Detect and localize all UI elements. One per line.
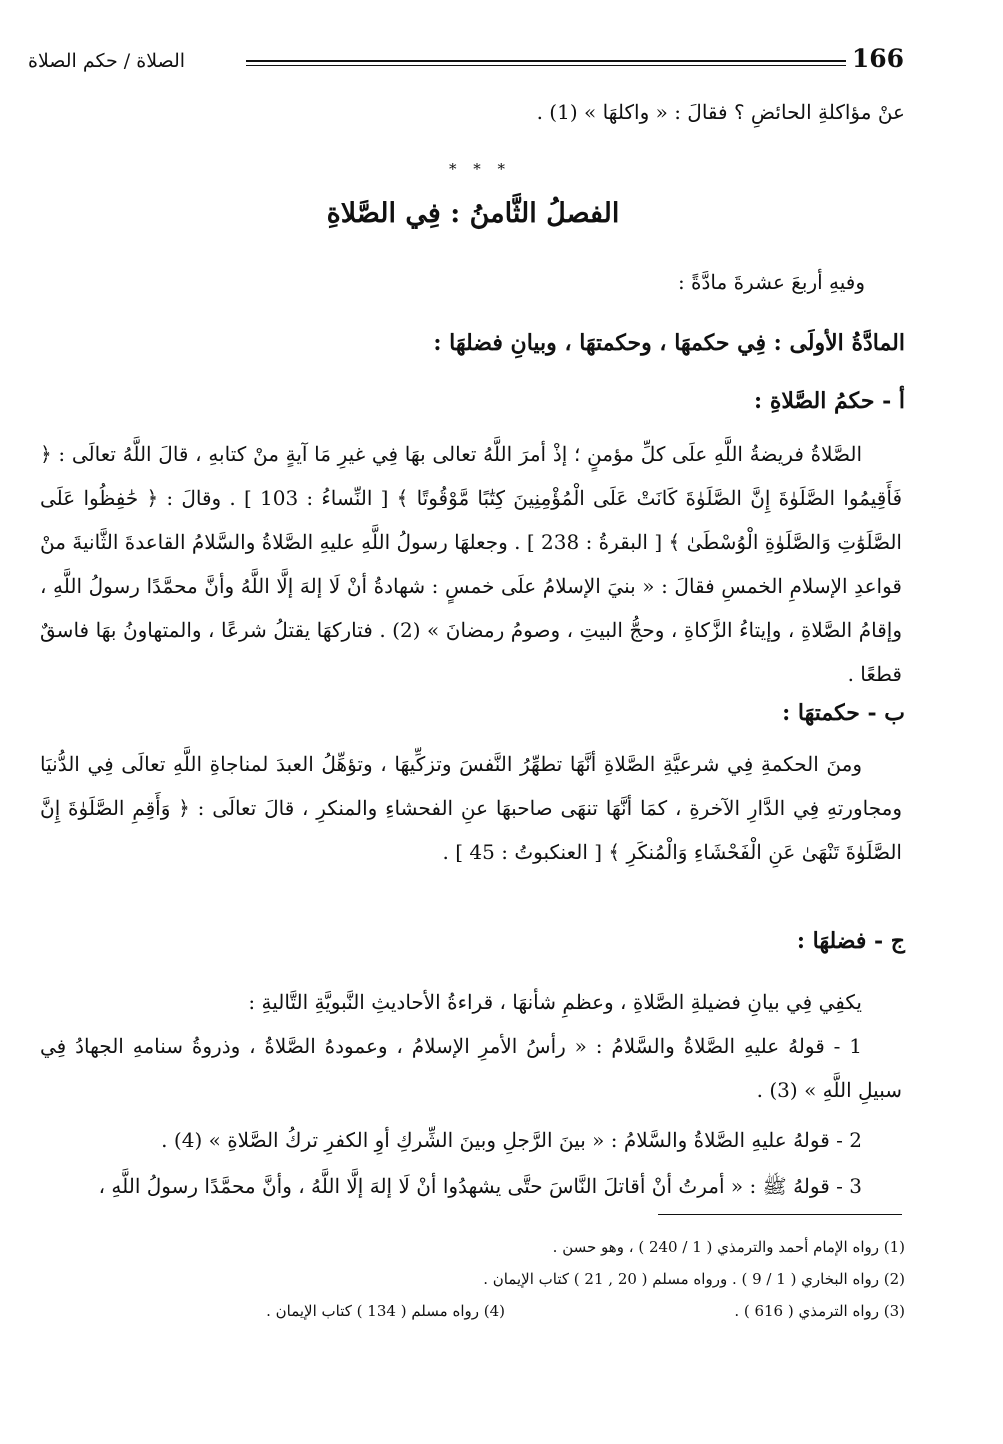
footnote-rule bbox=[658, 1214, 902, 1215]
footnote-1: (1) رواه الإمام أحمد والترمذي ( 1 / 240 ) ، وهو حسن . bbox=[552, 1238, 905, 1256]
footnote-3: (3) رواه الترمذي ( 616 ) . bbox=[734, 1302, 905, 1320]
hadith-item-3: 3 - قولهُ ﷺ : « أمرتُ أنْ أقاتلَ النَّاسَ حتَّى يشهدُوا أنْ لَا إلهَ إلَّا اللَّهُ ، وأنَّ محمَّدًا رسولُ اللَّهِ ، bbox=[98, 1174, 862, 1198]
chapter-title: الفصلُ الثَّامنُ : فِي الصَّلاةِ bbox=[326, 198, 620, 229]
section-b-title: ب - حكمتهَا : bbox=[782, 700, 905, 726]
header-rule bbox=[246, 60, 846, 66]
section-b-paragraph: ومنَ الحكمةِ فِي شرعيَّةِ الصَّلاةِ أنَّهَا تطهِّرُ النَّفسَ وتزكِّيهَا ، وتؤهِّلُ العبدَ لمناجاةِ اللَّهِ تعالَى فِي الدُّنيَا ومجاورتهِ فِي الدَّارِ الآخرةِ ، كمَا أنَّهَا تنهَى صاحبهَا عنِ الفحشاءِ والمنكرِ ، قالَ تعالَى : ﴿ وَأَقِمِ الصَّلَوٰةَ إِنَّ الصَّلَوٰةَ تَنْهَىٰ عَنِ الْفَحْشَاءِ وَالْمُنكَرِ ﴾ [ العنكبوتُ : 45 ] . bbox=[40, 752, 902, 864]
hadith-item-1: 1 - قولهُ عليهِ الصَّلاةُ والسَّلامُ : « رأسُ الأمرِ الإسلامُ ، وعمودهُ الصَّلاةُ ، وذروةُ سنامهِ الجهادُ فِي سبيلِ اللَّهِ » (3) . bbox=[40, 1034, 902, 1102]
section-separator: * * * bbox=[448, 160, 512, 178]
article-title: المادَّةُ الأولَى : فِي حكمهَا ، وحكمتهَا ، وبيانِ فضلهَا : bbox=[433, 330, 905, 356]
page-header bbox=[28, 44, 904, 80]
hadith-item-2: 2 - قولهُ عليهِ الصَّلاةُ والسَّلامُ : « بينَ الرَّجلِ وبينَ الشِّركِ أوِ الكفرِ تركُ الصَّلاةِ » (4) . bbox=[161, 1128, 862, 1152]
intro-line: عنْ مؤاكلةِ الحائضِ ؟ فقالَ : « واكلهَا » (1) . bbox=[536, 100, 905, 124]
section-c-intro: يكفِي فِي بيانِ فضيلةِ الصَّلاةِ ، وعظمِ شأنهَا ، قراءةُ الأحاديثِ النَّبويَّةِ التَّاليةِ : bbox=[248, 990, 862, 1014]
chapter-intro: وفيهِ أربعَ عشرةَ مادَّةً : bbox=[677, 270, 865, 294]
page-number: 166 bbox=[851, 44, 904, 73]
footnote-4: (4) رواه مسلم ( 134 ) كتاب الإيمان . bbox=[266, 1302, 505, 1320]
section-a-title: أ - حكمُ الصَّلاةِ : bbox=[754, 388, 905, 414]
section-c-title: ج - فضلهَا : bbox=[796, 928, 905, 954]
section-a-paragraph: الصَّلاةُ فريضةُ اللَّهِ علَى كلِّ مؤمنٍ ؛ إذْ أمرَ اللَّهُ تعالى بهَا فِي غيرِ مَا آيةٍ منْ كتابهِ ، قالَ اللَّهُ تعالَى : ﴿ فَأَقِيمُوا الصَّلَوٰةَ إِنَّ الصَّلَوٰةَ كَانَتْ عَلَى الْمُؤْمِنِينَ كِتَٰبًا مَّوْقُوتًا ﴾ [ النِّساءُ : 103 ] . وقالَ : ﴿ حَٰفِظُوا عَلَى الصَّلَوَٰتِ وَالصَّلَوٰةِ الْوُسْطَىٰ ﴾ [ البقرةُ : 238 ] . وجعلهَا رسولُ اللَّهِ عليهِ الصَّلاةُ والسَّلامُ القاعدةَ الثَّانيةَ منْ قواعدِ الإسلامِ الخمسِ فقالَ : « بنيَ الإسلامُ علَى خمسٍ : شهادةُ أنْ لَا إلهَ إلَّا اللَّهُ وأنَّ محمَّدًا رسولُ اللَّهِ ، وإقامُ الصَّلاةِ ، وإيتاءُ الزَّكاةِ ، وحجُّ البيتِ ، وصومُ رمضانَ » (2) . فتاركهَا يقتلُ شرعًا ، والمتهاونُ بهَا فاسقٌ قطعًا . bbox=[40, 442, 902, 686]
footnote-2: (2) رواه البخاري ( 1 / 9 ) . ورواه مسلم ( 20 , 21 ) كتاب الإيمان . bbox=[483, 1270, 905, 1288]
running-title: الصلاة / حكم الصلاة bbox=[28, 50, 186, 72]
